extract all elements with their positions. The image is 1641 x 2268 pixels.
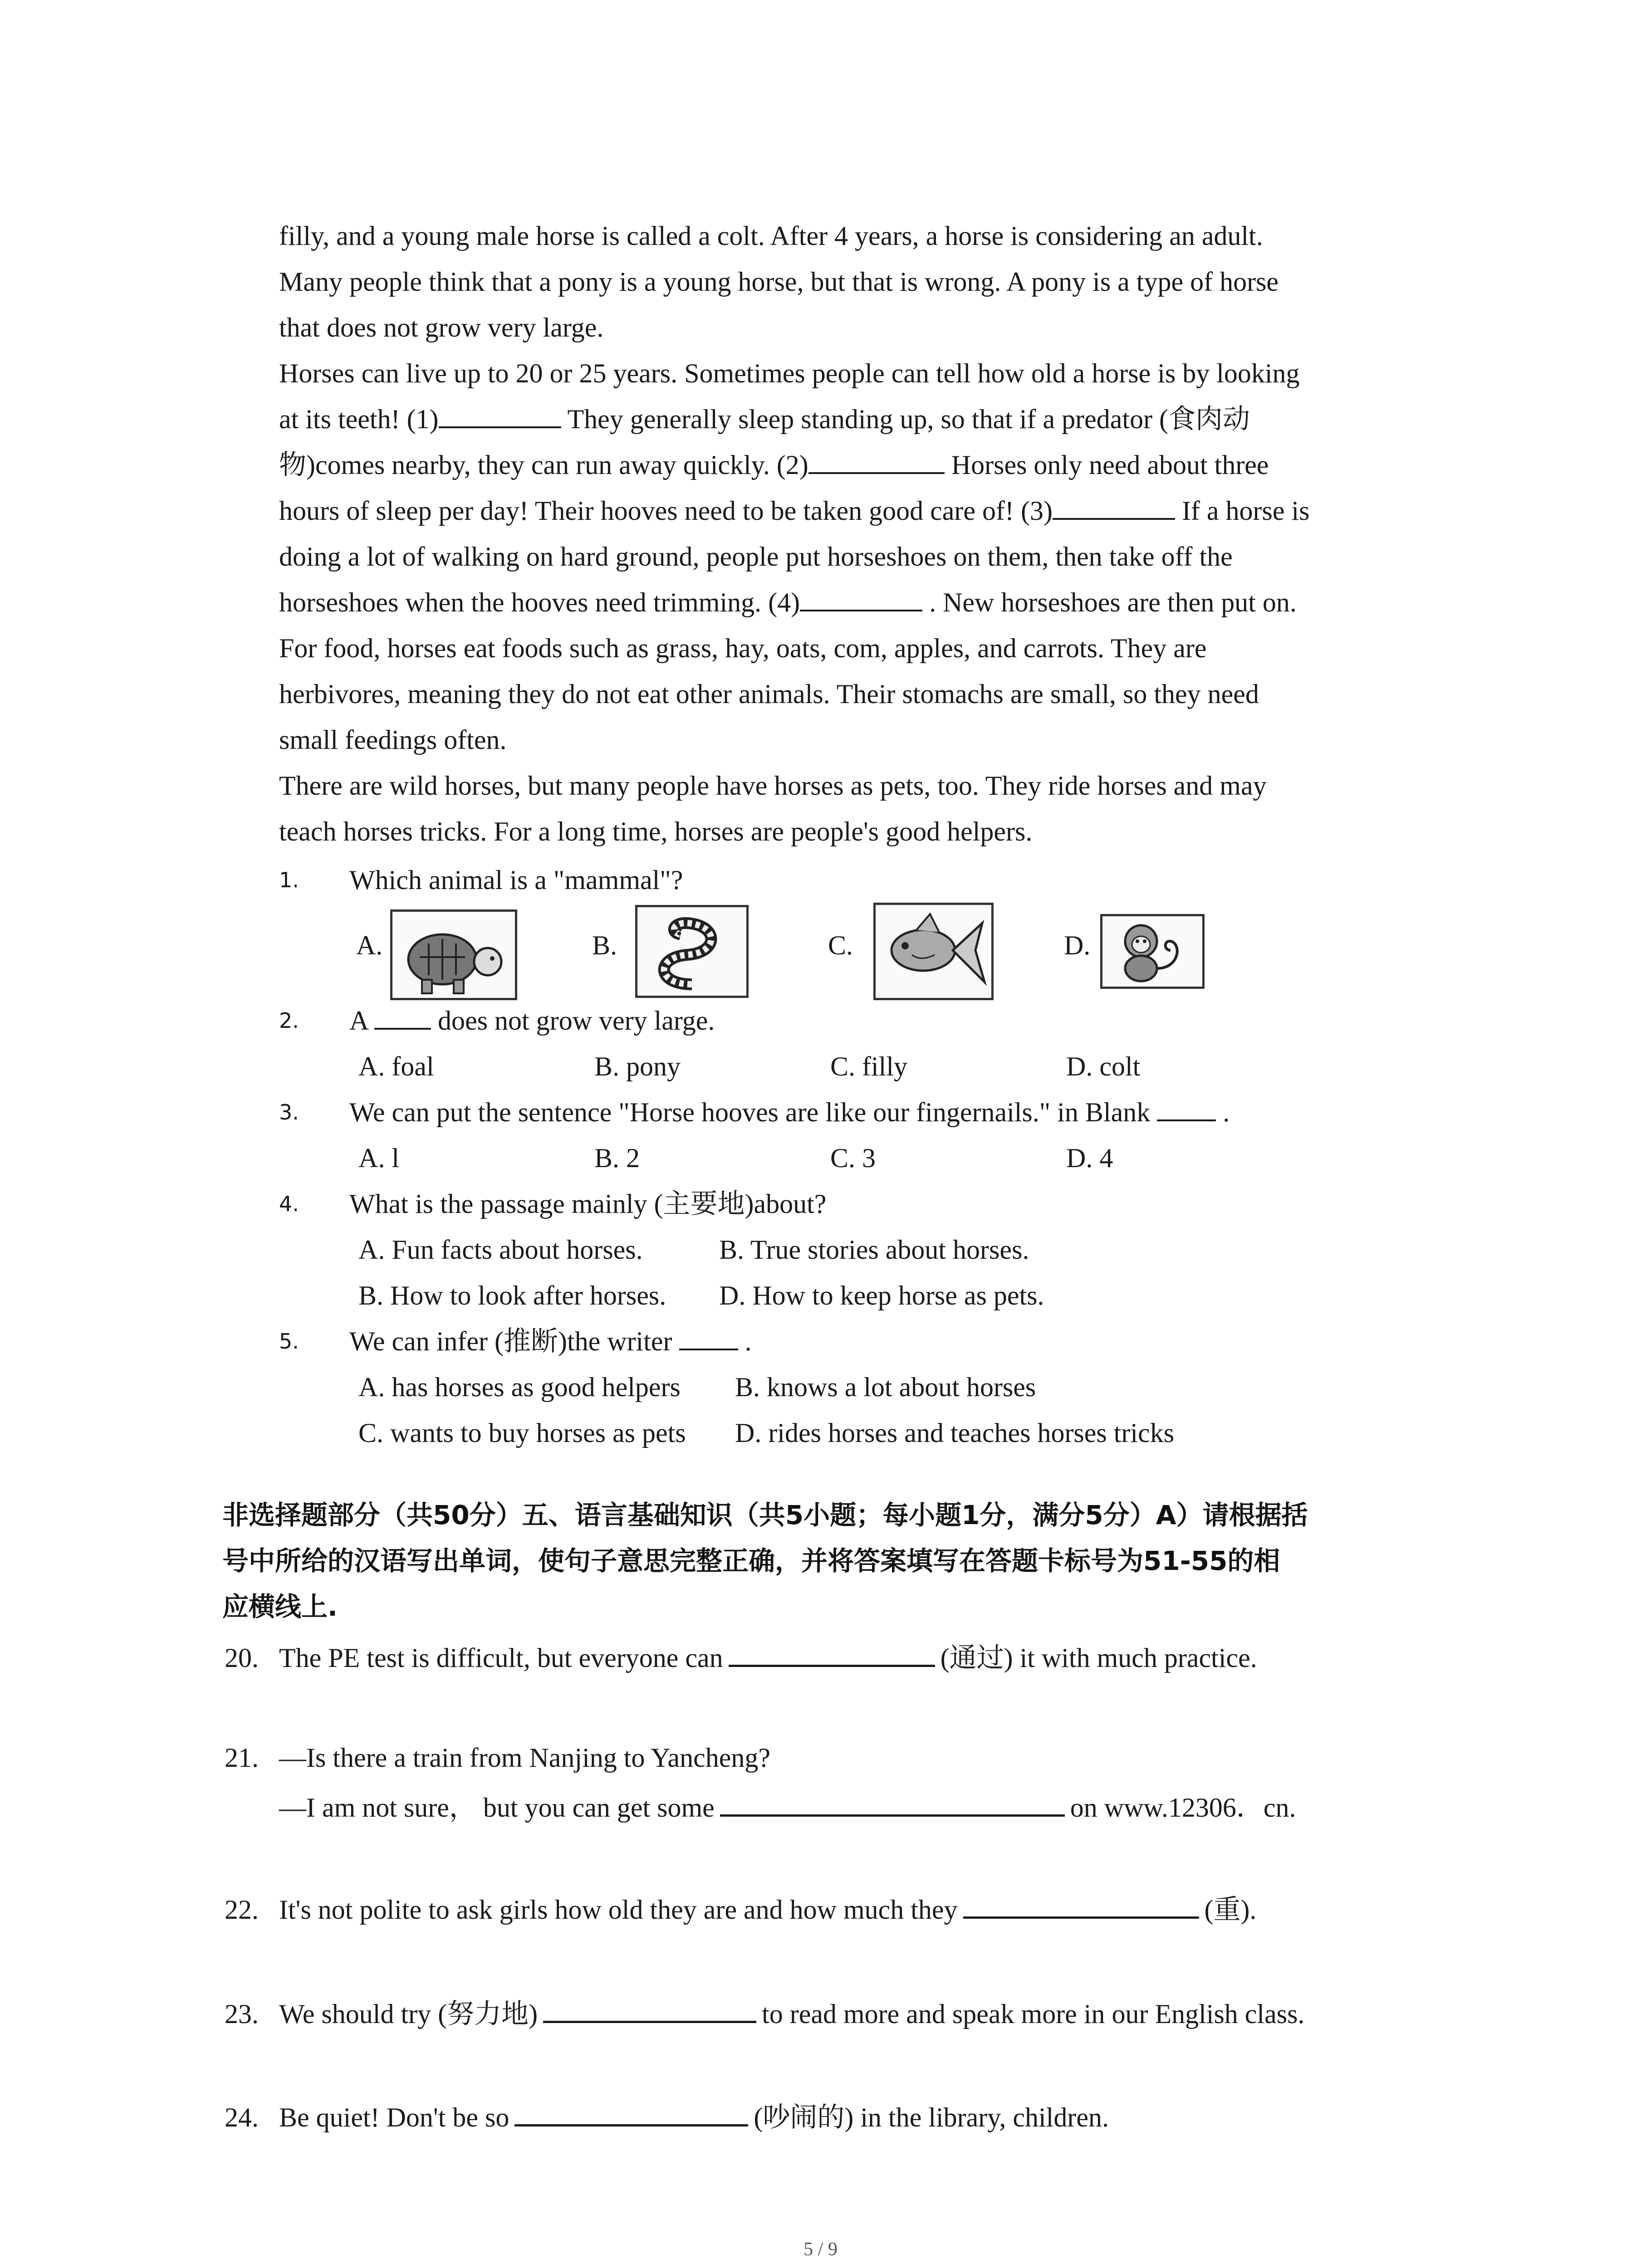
question-text-part: . [1216, 1097, 1230, 1127]
question-number: 4. [279, 1192, 299, 1216]
answer-input-line[interactable] [729, 1637, 935, 1667]
question-text-part: A [349, 1006, 368, 1036]
question-text-part: (吵闹的) in the library, children. [754, 2102, 1109, 2132]
question-text [279, 1633, 1257, 1683]
passage-line: herbivores, meaning they do not eat other animals. Their stomachs are small, so they need [279, 679, 1259, 709]
option-d-label: D. [1064, 930, 1091, 960]
question-number: 1. [279, 868, 299, 892]
passage-line [279, 488, 1459, 534]
option-a: A. Fun facts about horses. [358, 1235, 643, 1265]
option-d: D. How to keep horse as pets. [719, 1281, 1044, 1310]
question-1 [279, 857, 1459, 903]
passage-line: Horses can live up to 20 or 25 years. Sometimes people can tell how old a horse is by looking [279, 358, 1300, 388]
question-number: 22. [225, 1895, 259, 1925]
question-text-part: It's not polite to ask girls how old they are and how much they [279, 1895, 958, 1925]
passage-text: horseshoes when the hooves need trimming. (4) [279, 587, 800, 617]
option-a: A. l [358, 1143, 399, 1173]
question-3 [279, 1090, 1459, 1181]
option-b: B. knows a lot about horses [735, 1372, 1036, 1402]
question-text [349, 998, 715, 1044]
question-text-part: (重). [1204, 1895, 1257, 1925]
monkey-picture [1100, 914, 1205, 989]
passage-text: If a horse is [1175, 496, 1310, 526]
option-d: D. 4 [1066, 1143, 1113, 1173]
passage-line: that does not grow very large. [279, 313, 604, 342]
question-text: What is the passage mainly (主要地)about? [349, 1189, 827, 1219]
question-text-part: We can put the sentence "Horse hooves are like our fingernails." in Blank [349, 1097, 1151, 1127]
question-text-part: We should try (努力地) [279, 1999, 538, 2029]
option-b: B. True stories about horses. [719, 1235, 1029, 1265]
passage-text: hours of sleep per day! Their hooves need to be taken good care of! (3) [279, 496, 1053, 526]
answer-input-line[interactable] [720, 1786, 1065, 1817]
option-c-label: C. [828, 930, 853, 960]
passage-text: They generally sleep standing up, so that if a predator (食肉动 [561, 404, 1250, 434]
passage-text: . New horseshoes are then put on. [922, 587, 1297, 617]
blank-2 [808, 447, 945, 474]
question-2 [279, 998, 1459, 1090]
question-number: 20. [225, 1643, 259, 1673]
passage-text: Horses only need about three [944, 450, 1269, 480]
option-a-label: A. [356, 930, 383, 960]
passage-line [279, 396, 1459, 442]
passage-text: 物)comes nearby, they can run away quickly. (2) [279, 450, 808, 480]
blank-1 [439, 401, 561, 428]
section-heading [222, 1492, 1470, 1630]
question-number: 24. [225, 2102, 259, 2132]
question-text [279, 1885, 1257, 1935]
question-text-part: to read more and speak more in our English class. [762, 1999, 1305, 2029]
section-heading-line: 非选择题部分（共50分）五、语言基础知识（共5小题；每小题1分，满分5分）A）请根据括 [222, 1500, 1308, 1530]
passage-line: For food, horses eat foods such as grass, hay, oats, com, apples, and carrots. They are [279, 633, 1207, 663]
passage-line: doing a lot of walking on hard ground, people put horseshoes on them, then take off the [279, 542, 1233, 572]
page-number: 5 / 9 [803, 2239, 838, 2260]
question-number: 5. [279, 1329, 299, 1354]
answer-input-line[interactable] [543, 1993, 756, 2023]
option-c: C. 3 [830, 1143, 876, 1173]
question-text [279, 1989, 1304, 2039]
question-text-part: (通过) it with much practice. [940, 1643, 1257, 1673]
reading-passage [279, 213, 1459, 855]
question-number: 3. [279, 1100, 299, 1124]
question-text-part: . [738, 1326, 752, 1356]
passage-line: filly, and a young male horse is called a colt. After 4 years, a horse is considering an adult. [279, 221, 1263, 251]
snake-picture [635, 905, 749, 998]
question-text-part: The PE test is difficult, but everyone can [279, 1643, 723, 1673]
section-heading-line: 号中所给的汉语写出单词，使句子意思完整正确，并将答案填写在答题卡标号为51-55的相 [222, 1545, 1280, 1576]
answer-blank [1157, 1095, 1216, 1121]
option-b: B. 2 [594, 1143, 640, 1173]
question-text-part: We can infer (推断)the writer [349, 1326, 672, 1356]
option-c: C. wants to buy horses as pets [358, 1418, 686, 1448]
option-c: B. How to look after horses. [358, 1281, 666, 1310]
question-text-part: on www.12306．cn. [1070, 1793, 1296, 1823]
answer-input-line[interactable] [963, 1888, 1199, 1919]
question-text-part: Be quiet! Don't be so [279, 2102, 509, 2132]
answer-blank [374, 1003, 431, 1030]
question-text [349, 1090, 1230, 1135]
answer-input-line[interactable] [514, 2096, 748, 2126]
question-text [279, 2092, 1109, 2142]
option-d: D. colt [1066, 1051, 1141, 1081]
passage-line: small feedings often. [279, 725, 507, 755]
question-number: 2. [279, 1008, 299, 1033]
question-text: —Is there a train from Nanjing to Yancheng? [279, 1743, 771, 1773]
question-4 [279, 1181, 1459, 1319]
passage-line [279, 442, 1459, 488]
question-text-part: does not grow very large. [431, 1006, 715, 1036]
option-a: A. foal [358, 1051, 434, 1081]
question-text: Which animal is a "mammal"? [349, 865, 683, 895]
section-heading-line: 应横线上. [222, 1591, 338, 1622]
blank-3 [1053, 493, 1175, 520]
question-text [279, 1783, 1296, 1833]
passage-text: at its teeth! (1) [279, 404, 439, 434]
passage-line: There are wild horses, but many people have horses as pets, too. They ride horses and may [279, 771, 1267, 801]
question-5 [279, 1319, 1459, 1456]
goldfish-picture [873, 903, 994, 1000]
option-d: D. rides horses and teaches horses tricks [735, 1418, 1175, 1448]
question-text-part: —I am not sure， but you can get some [279, 1793, 715, 1823]
answer-blank [679, 1324, 738, 1350]
option-b: B. pony [594, 1051, 681, 1081]
passage-line: teach horses tricks. For a long time, horses are people's good helpers. [279, 816, 1033, 846]
option-a: A. has horses as good helpers [358, 1372, 681, 1402]
turtle-picture [390, 909, 517, 1000]
option-b-label: B. [592, 930, 617, 960]
question-number: 23. [225, 1999, 259, 2029]
passage-line [279, 580, 1459, 626]
option-c: C. filly [830, 1051, 908, 1081]
blank-4 [800, 585, 922, 611]
question-number: 21. [225, 1743, 259, 1773]
fill-question-21 [225, 1733, 1472, 1833]
passage-line: Many people think that a pony is a young horse, but that is wrong. A pony is a type of horse [279, 267, 1279, 297]
question-text [349, 1319, 752, 1364]
